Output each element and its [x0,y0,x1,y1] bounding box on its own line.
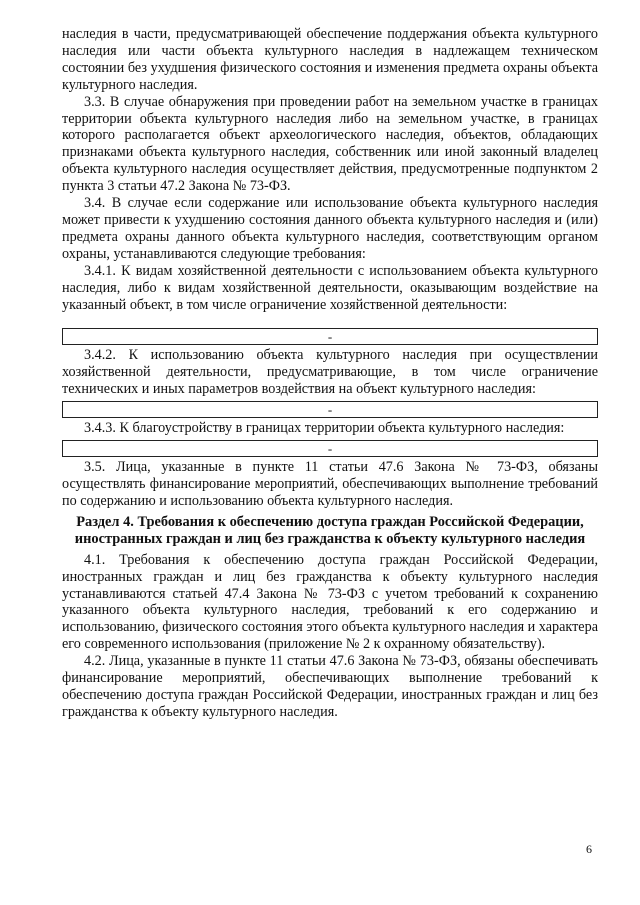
paragraph-intro: наследия в части, предусматривающей обеспечение поддержания объекта культурного наследия или части объекта культурного наследия в надлежащем техническом состоянии без ухудшения физического состояния и изменения предмета охраны объекта культурного наследия. [62,26,598,93]
requirement-box-3: - [62,440,598,457]
paragraph-3-5: 3.5. Лица, указанные в пункте 11 статьи 47.6 Закона № 73-ФЗ, обязаны осуществлять финансирование мероприятий, обеспечивающих выполнение требований по содержанию и использованию объекта культурного наследия. [62,459,598,509]
requirement-box-1: - [62,328,598,345]
paragraph-3-4-2: 3.4.2. К использованию объекта культурного наследия при осуществлении хозяйственной деятельности, предусматривающие, в том числе ограничение технических и иных параметров воздействия на объект культурного наследия: [62,347,598,398]
paragraph-3-4: 3.4. В случае если содержание или использование объекта культурного наследия может привести к ухудшению состояния данного объекта культурного наследия и (или) предмета охраны данного объекта культурного наследия, соответствующим органом охраны, устанавливаются следующие требования: [62,195,598,262]
paragraph-3-4-3: 3.4.3. К благоустройству в границах территории объекта культурного наследия: [84,420,565,437]
paragraph-3-4-1: 3.4.1. К видам хозяйственной деятельности с использованием объекта культурного наследия, либо к видам хозяйственной деятельности, оказывающим воздействие на указанный объект, в том числе ограничение хозяйственной деятельности: [62,262,598,313]
section-4-heading: Раздел 4. Требования к обеспечению доступа граждан Российской Федерации, иностранных граждан и лиц без гражданства к объекту культурного наследия [74,513,586,547]
page-number: 6 [586,842,592,856]
paragraph-3-3: 3.3. В случае обнаружения при проведении работ на земельном участке в границах территории объекта культурного наследия либо на земельном участке, в границах которого располагается объект археологического наследия, объектов, обладающих признаками объекта культурного наследия, собственник или иной законный владелец объекта культурного наследия осуществляет действия, предусмотренные подпунктом 2 пункта 3 статьи 47.2 Закона № 73-ФЗ. [62,93,598,195]
paragraph-4-2: 4.2. Лица, указанные в пункте 11 статьи 47.6 Закона № 73-ФЗ, обязаны обеспечивать финансирование мероприятий, обеспечивающих выполнение требований к обеспечению доступа граждан Российской Федерации, иностранных граждан и лиц без гражданства к объекту культурного наследия. [62,653,598,720]
requirement-box-2: - [62,401,598,418]
paragraph-4-1: 4.1. Требования к обеспечению доступа граждан Российской Федерации, иностранных граждан и лиц без гражданства к объекту культурного наследия устанавливаются статьей 47.4 Закона № 73-ФЗ с учетом требований к сохранению указанного объекта культурного наследия, требований к его содержанию и использованию, физического состояния этого объекта культурного наследия и характера его современного использования (приложение № 2 к охранному обязательству). [62,551,598,653]
document-page [62,26,598,721]
